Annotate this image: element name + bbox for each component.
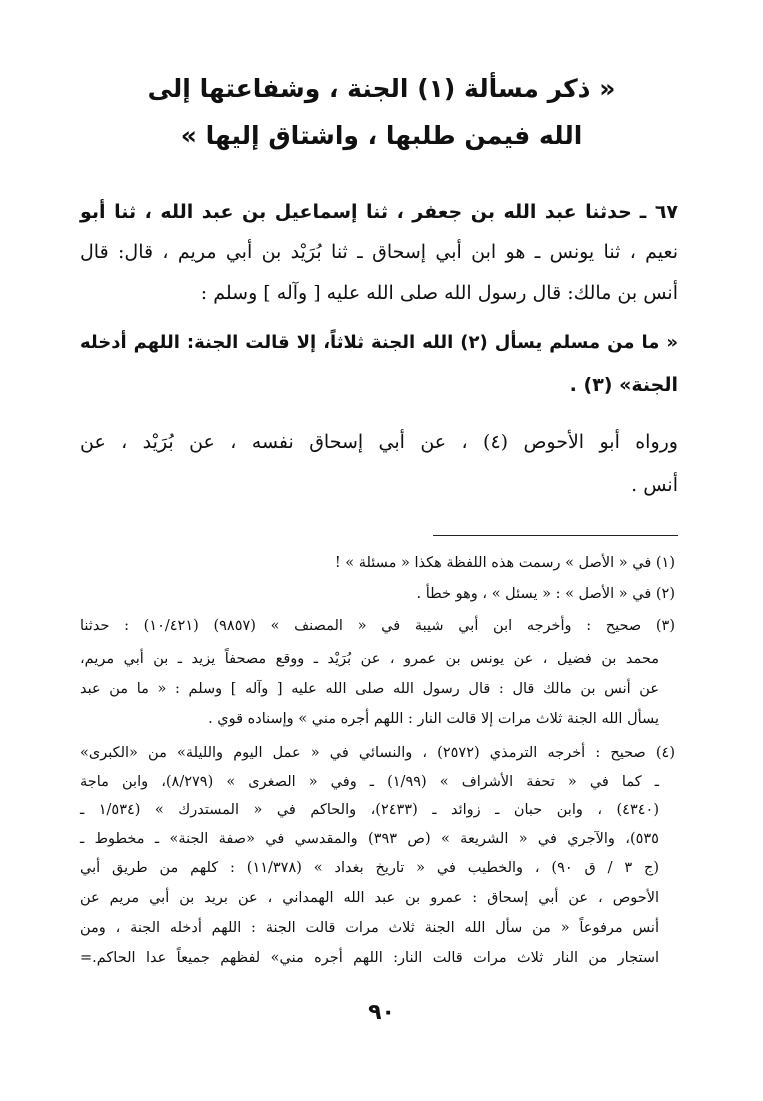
footnote-divider	[433, 535, 678, 536]
footnote-4-line-4: ٥٣٥)، والآجري في « الشريعة » (ص ٣٩٣) والمقدسي في «صفة الجنة» ـ مخطوط ـ	[80, 831, 659, 847]
footnote-3-line-4: يسأل الله الجنة ثلاث مرات إلا قالت النار : اللهم أجره مني » وإسناده قوي .	[208, 711, 659, 727]
page-number: ٩٠	[368, 1000, 395, 1025]
chapter-title-line-1: « ذكر مسألة (١) الجنة ، وشفاعتها إلى	[147, 74, 616, 103]
footnote-4-line-8: استجار من النار ثلاث مرات قالت النار: اللهم أجره مني» لفظهم جميعاً عدا الحاكم.=	[80, 950, 659, 966]
footnote-4-line-1: (٤) صحيح : أخرجه الترمذي (٢٥٧٢) ، والنسائي في « عمل اليوم والليلة» من «الكبرى»	[80, 745, 676, 761]
footnote-4-line-2: ـ كما في « تحفة الأشراف » (١/٩٩) ـ وفي « الصغرى » (٨/٢٧٩)، وابن ماجة	[80, 774, 659, 790]
hadith-67-matn-line-2: الجنة» (٣) .	[569, 374, 678, 396]
footnote-4-line-7: أنس مرفوعاً « من سأل الله الجنة ثلاث مرات قالت الجنة : اللهم أدخله الجنة ، ومن	[80, 920, 659, 936]
footnote-3-line-2: محمد بن فضيل ، عن يونس بن عمرو ، عن بُرَيْد ـ ووقع مصحفاً يزيد ـ بن أبي مريم،	[80, 651, 659, 667]
hadith-67-isnad-line-1	[80, 199, 678, 225]
footnote-1: (١) في « الأصل » رسمت هذه اللفظة هكذا « مسئلة » !	[334, 555, 675, 571]
hadith-67-isnad-line-2: نعيم ، ثنا يونس ـ هو ابن أبي إسحاق ـ ثنا بُرَيْد بن أبي مريم ، قال: قال	[80, 241, 678, 263]
footnote-4-line-6: الأحوص ، عن أبي إسحاق : عمرو بن عبد الله الهمداني ، عن بريد بن أبي مريم عن	[80, 890, 659, 906]
riwayah-line-2: أنس .	[631, 474, 678, 496]
footnote-4-line-5: (ج ٣ / ق ٩٠) ، والخطيب في « تاريخ بغداد » (١١/٣٧٨) : كلهم من طريق أبي	[80, 860, 659, 876]
hadith-67-matn-line-1: « ما من مسلم يسأل (٢) الله الجنة ثلاثاً، إلا قالت الجنة: اللهم أدخله	[80, 332, 678, 353]
hadith-number: ٦٧ ـ	[639, 201, 679, 223]
footnote-3-line-1: (٣) صحيح : وأخرجه ابن أبي شيبة في « المصنف » (٩٨٥٧) (١٠/٤٢١) : حدثنا	[80, 618, 675, 634]
footnote-3-line-3: عن أنس بن مالك قال : قال رسول الله صلى الله عليه [ وآله ] وسلم : « ما من عبد	[80, 681, 659, 697]
riwayah-line-1: ورواه أبو الأحوص (٤) ، عن أبي إسحاق نفسه ، عن بُرَيْد ، عن	[80, 431, 678, 453]
footnote-2: (٢) في « الأصل » : « يسئل » ، وهو خطأ .	[416, 586, 675, 602]
footnote-4-line-3: (٤٣٤٠) ، وابن حبان ـ زوائد ـ (٢٤٣٣)، والحاكم في « المستدرك » (١/٥٣٤ ـ	[80, 802, 659, 818]
hadith-67-isnad-line-3: أنس بن مالك: قال رسول الله صلى الله عليه [ وآله ] وسلم :	[200, 282, 678, 304]
chapter-title-line-2: الله فيمن طلبها ، واشتاق إليها »	[180, 121, 583, 150]
isnad-text-1: حدثنا عبد الله بن جعفر ، ثنا إسماعيل بن عبد الله ، ثنا أبو	[80, 201, 632, 223]
